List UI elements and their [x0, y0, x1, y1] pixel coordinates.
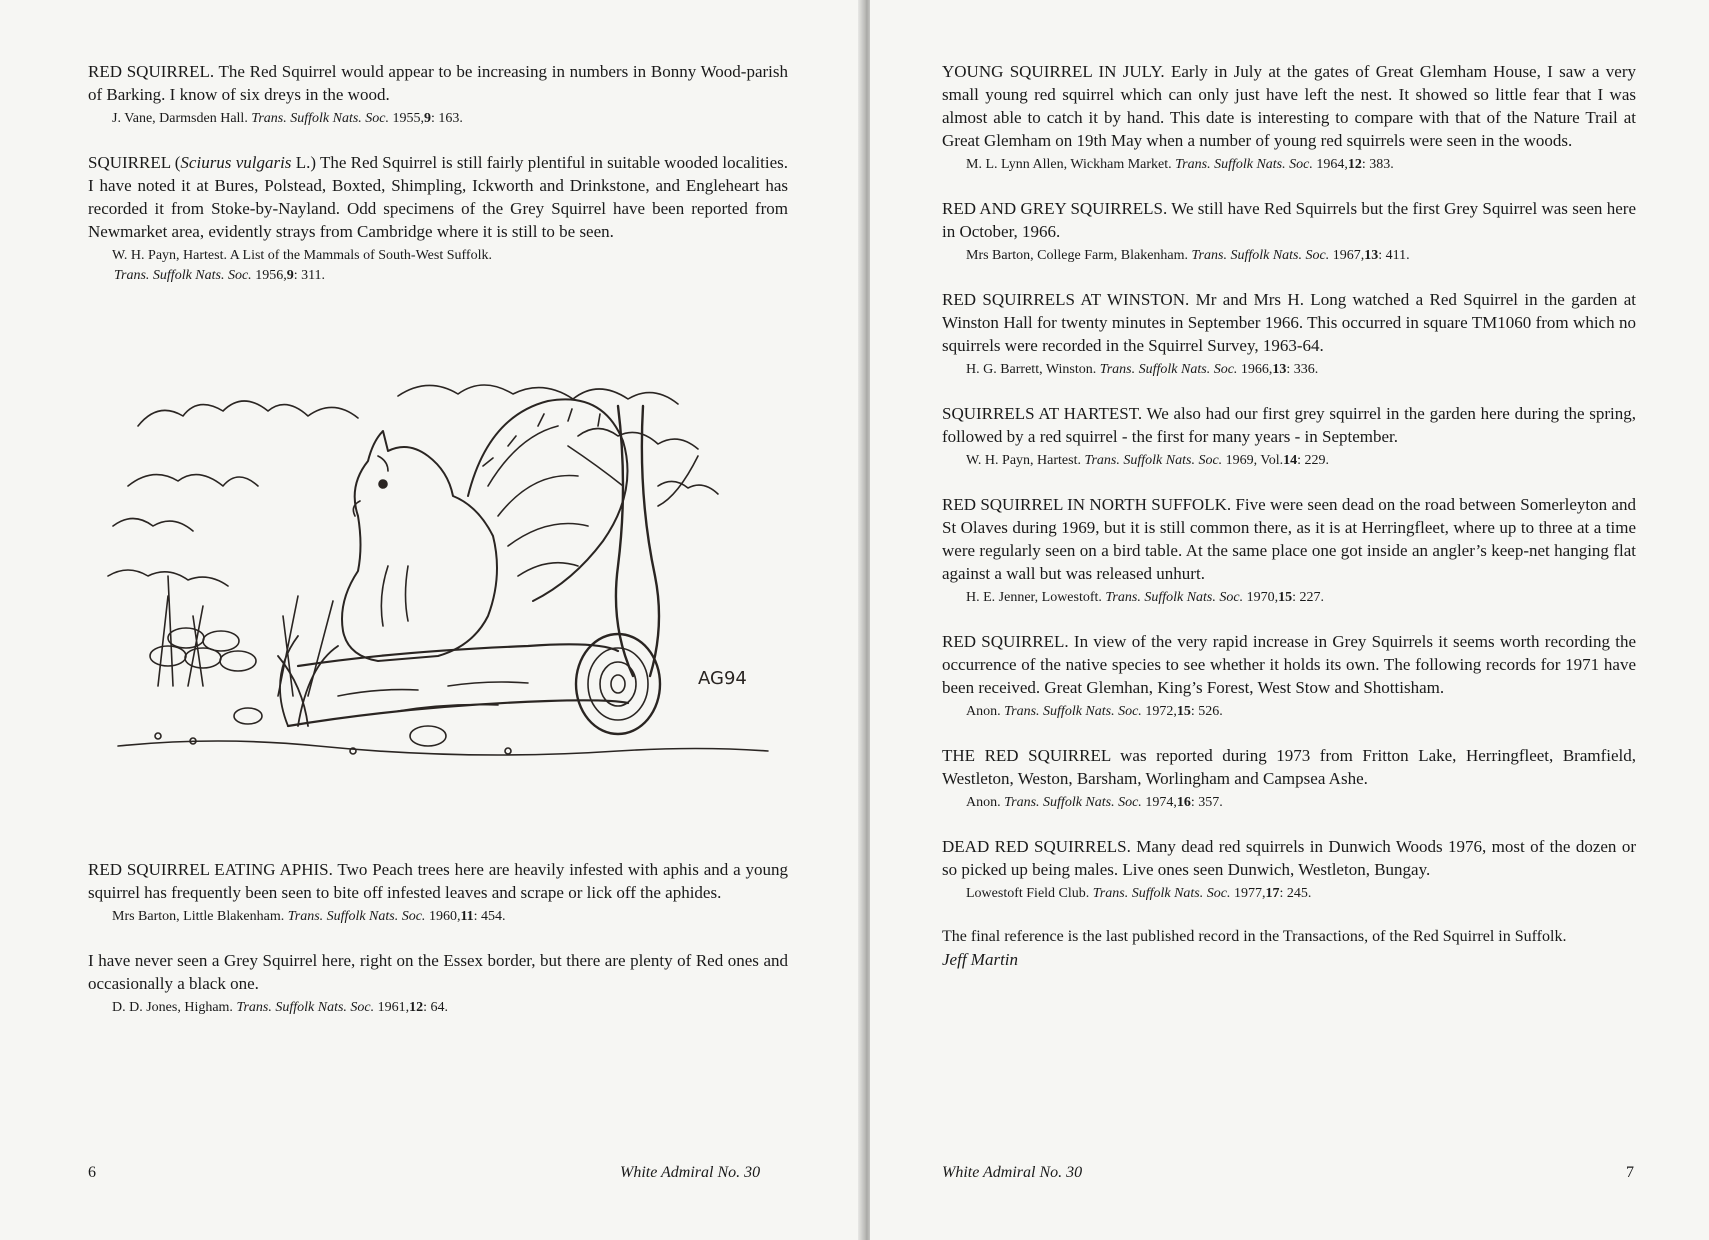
- entry-citation: [966, 884, 1636, 904]
- entry-citation: [966, 702, 1636, 722]
- citation-year: 1972,: [1145, 704, 1177, 719]
- species-name: Sciurus vulgaris: [180, 153, 292, 172]
- entry-the-red-squirrel-1973: [942, 744, 1636, 813]
- entry-text: RED AND GREY SQUIRRELS. We still have Red Squirrels but the first Grey Squirrel was seen here in October, 1966.: [942, 199, 1636, 241]
- citation-journal: Trans. Suffolk Nats. Soc.: [1175, 157, 1313, 172]
- entry-citation: [112, 246, 788, 266]
- citation-volume: 13: [1364, 248, 1379, 263]
- citation-volume: 13: [1272, 362, 1287, 377]
- closing-note: [942, 926, 1636, 970]
- squirrel-illustration: [98, 366, 788, 766]
- entry-text: [88, 151, 788, 243]
- citation-source: Anon.: [966, 704, 1001, 719]
- entry-red-squirrel-north-suffolk: [942, 493, 1636, 608]
- running-footer: White Admiral No. 30: [942, 1164, 1083, 1181]
- citation-journal: Trans. Suffolk Nats. Soc.: [251, 111, 390, 126]
- citation-volume: 15: [1176, 704, 1191, 719]
- page-number: 7: [1626, 1164, 1634, 1181]
- citation-year: 1966,: [1240, 362, 1273, 377]
- citation-page: : 311.: [293, 268, 326, 283]
- citation-page: : 163.: [431, 111, 463, 126]
- citation-volume: 9: [424, 111, 432, 126]
- citation-source: W. H. Payn, Hartest. A List of the Mammals of South-West Suffolk.: [112, 248, 492, 263]
- citation-volume: 15: [1278, 590, 1293, 605]
- citation-source: D. D. Jones, Higham.: [112, 1000, 233, 1015]
- citation-volume: 12: [409, 1000, 424, 1015]
- entry-citation: [966, 451, 1636, 471]
- entry-text: YOUNG SQUIRREL IN JULY. Early in July at the gates of Great Glemham House, I saw a very small young red squirrel which can only just have left the nest. It showed so little fear that I was almost able to catch it by hand. This date is interesting to compare with that of the Nature Trail at Great Glemham on 19th May when a number of young red squirrels were seen in the woods.: [942, 62, 1636, 150]
- citation-source: H. E. Jenner, Lowestoft.: [966, 590, 1102, 605]
- left-page-content: [88, 60, 788, 1040]
- citation-page: : 64.: [423, 1000, 449, 1015]
- squirrel-drawing: [98, 366, 788, 766]
- entry-text: RED SQUIRREL IN NORTH SUFFOLK. Five were seen dead on the road between Somerleyton and St Olaves during 1969, but it is still common there, as it is at Herringfleet, where up to three at a time were regularly seen on a bird table. At the same place one got inside an angler’s keep-net hanging flat against a wall but was released unhurt.: [942, 495, 1636, 583]
- citation-journal: Trans. Suffolk Nats. Soc.: [114, 268, 252, 283]
- entry-red-squirrel-eating-aphis: [88, 858, 788, 927]
- citation-year: 1955,: [392, 111, 425, 126]
- citation-journal: Trans. Suffolk Nats. Soc.: [1092, 886, 1231, 901]
- entry-young-squirrel-july: [942, 60, 1636, 175]
- entry-higham: [88, 949, 788, 1018]
- citation-year: 1969, Vol.: [1225, 453, 1284, 468]
- citation-page: : 229.: [1297, 453, 1329, 468]
- closing-note-text: The final reference is the last published record in the Transactions, of the Red Squirrel in Suffolk.: [942, 928, 1567, 945]
- citation-year: 1960,: [428, 909, 461, 924]
- entry-text: DEAD RED SQUIRRELS. Many dead red squirrels in Dunwich Woods 1976, most of the dozen or so picked up being males. Live ones seen Dunwich, Westleton, Bungay.: [942, 837, 1636, 879]
- citation-volume: 16: [1176, 795, 1191, 810]
- entry-red-and-grey-squirrels: [942, 197, 1636, 266]
- illustration-signature: AG94: [698, 668, 747, 689]
- citation-journal: Trans. Suffolk Nats. Soc.: [1084, 453, 1223, 468]
- author-signature: Jeff Martin: [942, 950, 1019, 969]
- citation-source: M. L. Lynn Allen, Wickham Market.: [966, 157, 1172, 172]
- entry-citation: [966, 155, 1636, 175]
- citation-source: Anon.: [966, 795, 1001, 810]
- entry-citation: [112, 907, 788, 927]
- citation-volume: 14: [1283, 453, 1298, 468]
- citation-year: 1961,: [377, 1000, 410, 1015]
- citation-journal: Trans. Suffolk Nats. Soc.: [1004, 795, 1142, 810]
- citation-page: : 411.: [1378, 248, 1410, 263]
- citation-page: : 454.: [473, 909, 506, 924]
- citation-volume: 9: [286, 268, 294, 283]
- citation-page: : 526.: [1190, 704, 1223, 719]
- entry-text: RED SQUIRREL EATING APHIS. Two Peach trees here are heavily infested with aphis and a young squirrel has frequently been seen to bite off infested leaves and scrape or lick off the aphides.: [88, 860, 788, 902]
- citation-journal: Trans. Suffolk Nats. Soc.: [1099, 362, 1238, 377]
- entry-text-body: L.) The Red Squirrel is still fairly plentiful in suitable wooded localities. I have noted it at Bures, Polstead, Boxted, Shimpling, Ickworth and Drinkstone, and Engleheart has recorded it from Stoke-by-Nayland. Odd specimens of the Grey Squirrel have been reported from Newmarket area, evidently strays from Cambridge where it is still to be seen.: [88, 153, 788, 241]
- entry-citation: [966, 588, 1636, 608]
- citation-source: J. Vane, Darmsden Hall.: [112, 111, 248, 126]
- right-page-content: [942, 60, 1636, 976]
- citation-page: : 227.: [1292, 590, 1324, 605]
- entry-dead-red-squirrels: [942, 835, 1636, 904]
- entry-red-squirrel-barking: [88, 60, 788, 129]
- citation-source: H. G. Barrett, Winston.: [966, 362, 1097, 377]
- entry-citation: [966, 246, 1636, 266]
- citation-source: Mrs Barton, Little Blakenham.: [112, 909, 285, 924]
- citation-journal: Trans. Suffolk Nats. Soc.: [287, 909, 426, 924]
- entry-text: RED SQUIRREL. In view of the very rapid increase in Grey Squirrels it seems worth recording the occurrence of the native species to see whether it holds its own. The following records for 1971 have been received. Great Glemhan, King’s Forest, West Stow and Shottisham.: [942, 632, 1636, 697]
- citation-source: Lowestoft Field Club.: [966, 886, 1090, 901]
- citation-year: 1964,: [1316, 157, 1348, 172]
- running-footer: White Admiral No. 30: [620, 1164, 761, 1181]
- citation-volume: 17: [1265, 886, 1280, 901]
- citation-page: : 336.: [1286, 362, 1319, 377]
- entry-citation-line2: [114, 266, 788, 286]
- citation-page: : 357.: [1190, 795, 1223, 810]
- entry-red-squirrel-1971: [942, 630, 1636, 722]
- entry-squirrels-hartest: [942, 402, 1636, 471]
- entry-text: RED SQUIRREL. The Red Squirrel would appear to be increasing in numbers in Bonny Wood-parish of Barking. I know of six dreys in the wood.: [88, 62, 788, 104]
- citation-year: 1970,: [1246, 590, 1279, 605]
- citation-journal: Trans. Suffolk Nats. Soc.: [1191, 248, 1330, 263]
- citation-year: 1967,: [1332, 248, 1365, 263]
- citation-journal: Trans. Suffolk Nats. Soc.: [1004, 704, 1142, 719]
- entry-text: I have never seen a Grey Squirrel here, right on the Essex border, but there are plenty of Red ones and occasionally a black one.: [88, 951, 788, 993]
- citation-year: 1956,: [255, 268, 287, 283]
- entry-squirrel-sciurus: [88, 151, 788, 286]
- right-page: [870, 0, 1709, 1240]
- entry-citation: [112, 998, 788, 1018]
- entry-text: SQUIRRELS AT HARTEST. We also had our first grey squirrel in the garden here during the spring, followed by a red squirrel - the first for many years - in September.: [942, 404, 1636, 446]
- entry-citation: [966, 360, 1636, 380]
- citation-year: 1974,: [1145, 795, 1177, 810]
- citation-volume: 12: [1347, 157, 1362, 172]
- citation-source: Mrs Barton, College Farm, Blakenham.: [966, 248, 1189, 263]
- citation-journal: Trans. Suffolk Nats. Soc.: [236, 1000, 375, 1015]
- entry-text: RED SQUIRRELS AT WINSTON. Mr and Mrs H. Long watched a Red Squirrel in the garden at Winston Hall for twenty minutes in September 1966. This occurred in square TM1060 from which no squirrels were recorded in the Squirrel Survey, 1963-64.: [942, 290, 1636, 355]
- page-number: 6: [88, 1164, 96, 1181]
- citation-source: W. H. Payn, Hartest.: [966, 453, 1081, 468]
- citation-page: : 245.: [1279, 886, 1312, 901]
- entry-citation: [112, 109, 788, 129]
- entry-text: THE RED SQUIRREL was reported during 1973 from Fritton Lake, Herringfleet, Bramfield, Westleton, Weston, Barsham, Worlingham and Campsea Ashe.: [942, 746, 1636, 788]
- citation-volume: 11: [460, 909, 474, 924]
- entry-red-squirrels-winston: [942, 288, 1636, 380]
- citation-year: 1977,: [1233, 886, 1266, 901]
- citation-journal: Trans. Suffolk Nats. Soc.: [1105, 590, 1244, 605]
- entry-text-lead: SQUIRREL (: [88, 153, 181, 172]
- citation-page: : 383.: [1361, 157, 1394, 172]
- entry-citation: [966, 793, 1636, 813]
